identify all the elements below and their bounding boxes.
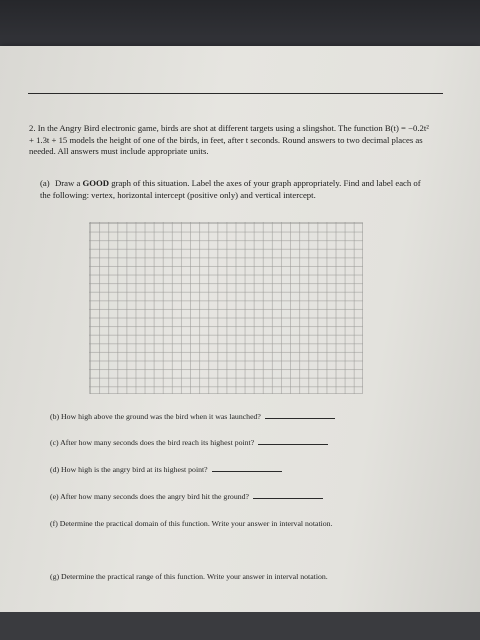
part-a-text-start: Draw a: [55, 178, 83, 188]
question-d: [50, 464, 282, 475]
part-a-bold-word: GOOD: [82, 178, 110, 188]
part-a-instructions: [40, 178, 430, 201]
problem-2-text: 2. In the Angry Bird electronic game, birds are shot at different targets using a slingshot. The function B(t) = −0.2t² + 1.3t + 15 models the height of one of the birds, in feet, after t seconds. Round answers to two decimal places as needed. All answers must include appropriate units.: [29, 123, 429, 157]
background-bottom: [0, 612, 480, 640]
part-a-text-end: graph of this situation. Label the axes of your graph appropriately. Find and label each of the following: vertex, horizontal intercept (positive only) and vertical intercept.: [40, 178, 421, 200]
question-d-text: (d) How high is the angry bird at its highest point?: [50, 465, 208, 474]
background-top: [0, 0, 480, 48]
question-b-text: (b) How high above the ground was the bird when it was launched?: [50, 412, 261, 421]
question-f: (f) Determine the practical domain of this function. Write your answer in interval notation.: [50, 519, 333, 528]
graph-grid[interactable]: [89, 222, 363, 394]
question-c-text: (c) After how many seconds does the bird reach its highest point?: [50, 438, 255, 447]
question-e: [50, 491, 323, 502]
answer-blank-e[interactable]: [253, 491, 323, 499]
header-rule: [28, 93, 443, 94]
answer-blank-c[interactable]: [258, 437, 328, 445]
question-e-text: (e) After how many seconds does the angry bird hit the ground?: [50, 492, 249, 501]
question-g: (g) Determine the practical range of this function. Write your answer in interval notation.: [50, 572, 328, 581]
part-a-label: (a): [40, 178, 50, 188]
question-b: [50, 411, 335, 422]
answer-blank-b[interactable]: [265, 411, 335, 419]
question-c: [50, 437, 328, 448]
answer-blank-d[interactable]: [212, 464, 282, 472]
